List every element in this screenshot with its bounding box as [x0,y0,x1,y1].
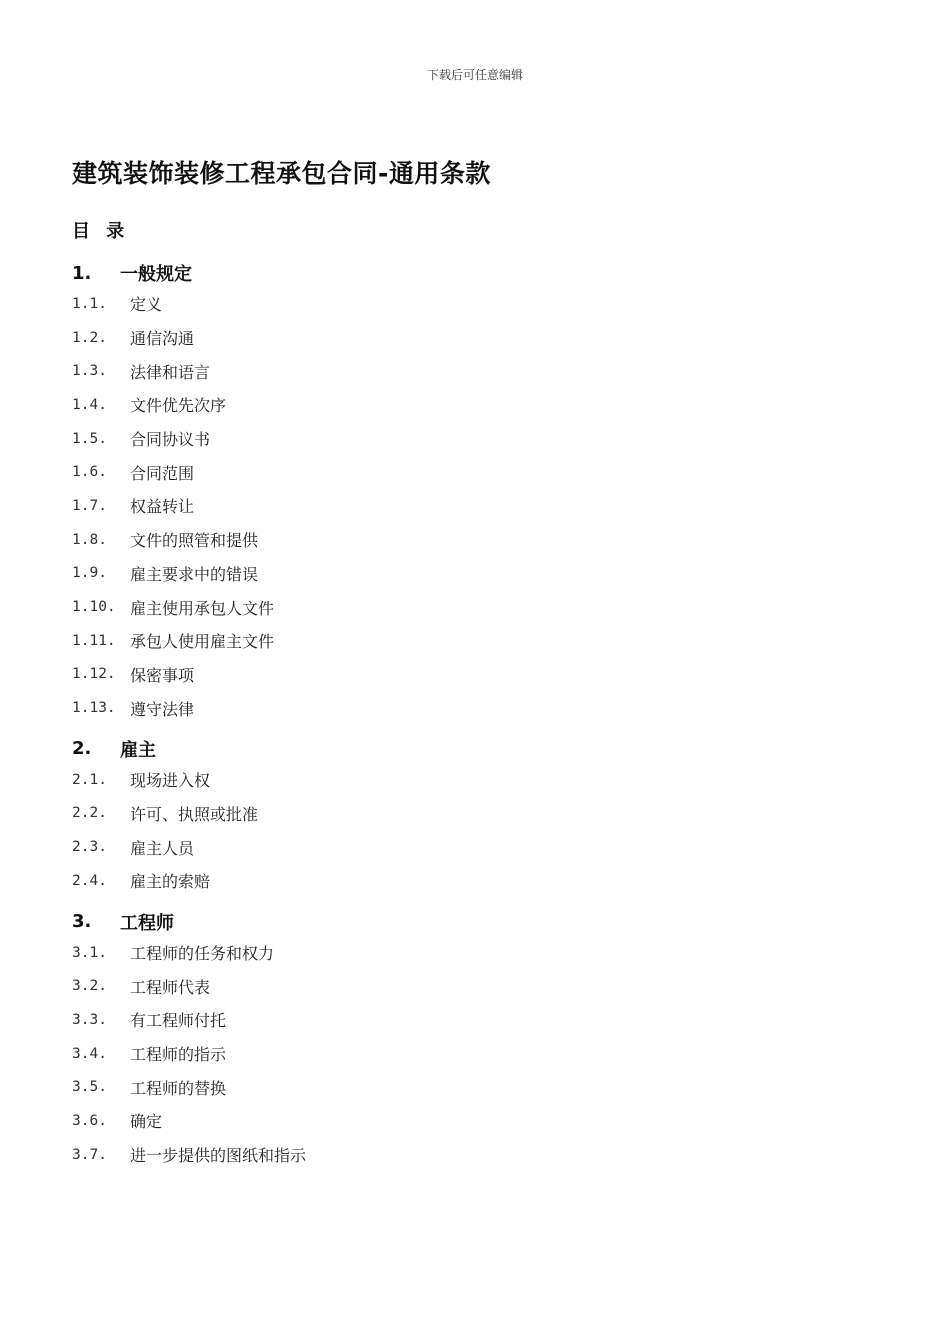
toc-entry-number: 1.12. [72,666,116,683]
toc-entry[interactable] [72,489,872,523]
toc-entry-label: 许可、执照或批准 [130,804,259,824]
toc-entry-number: 1.5. [72,430,107,447]
toc-entry[interactable] [72,624,872,658]
toc-entry-label: 通信沟通 [130,329,195,349]
toc-entry-label: 工程师的替换 [130,1078,227,1098]
toc-entry[interactable] [72,936,872,970]
toc-entry-label: 工程师代表 [130,977,211,997]
toc-entry-label: 合同协议书 [130,430,211,450]
toc-section-title[interactable] [72,908,872,936]
toc-entry[interactable] [72,523,872,557]
toc-entry[interactable] [72,1037,872,1071]
toc-entry-label: 定义 [130,295,163,315]
toc-entry[interactable] [72,422,872,456]
toc-entry[interactable] [72,354,872,388]
toc-entry-label: 雇主要求中的错误 [130,564,259,584]
toc-entry[interactable] [72,1138,872,1172]
toc-entry-label: 文件优先次序 [130,396,227,416]
toc-section-label: 雇主 [120,739,156,761]
toc-entry-label: 有工程师付托 [130,1011,227,1031]
toc-entry[interactable] [72,287,872,321]
toc-entry-number: 1.9. [72,565,107,582]
toc-entry[interactable] [72,1003,872,1037]
toc-entry[interactable] [72,321,872,355]
toc-entry[interactable] [72,1070,872,1104]
toc-entry[interactable] [72,455,872,489]
toc-entry-number: 1.11. [72,632,116,649]
document-title: 建筑装饰装修工程承包合同-通用条款 [72,159,491,188]
toc-entry-number: 3.2. [72,978,107,995]
toc-section-title[interactable] [72,735,872,763]
toc-entry[interactable] [72,557,872,591]
toc-section [72,259,872,725]
toc-section-number: 2. [72,738,92,760]
toc-entry-label: 雇主的索赔 [130,872,211,892]
table-of-contents [72,259,872,1172]
toc-entry-number: 1.2. [72,329,107,346]
toc-entry[interactable] [72,797,872,831]
toc-entry-label: 权益转让 [130,497,195,517]
toc-entry-number: 1.7. [72,497,107,514]
toc-entry-number: 2.3. [72,839,107,856]
toc-section [72,908,872,1172]
toc-entry-label: 文件的照管和提供 [130,531,259,551]
toc-entry-number: 1.8. [72,531,107,548]
toc-entry-number: 2.4. [72,872,107,889]
toc-section-label: 工程师 [120,912,174,934]
toc-section-number: 1. [72,262,92,284]
toc-entry-label: 保密事项 [130,665,195,685]
toc-entry-number: 3.3. [72,1011,107,1028]
toc-entry-number: 1.6. [72,464,107,481]
toc-section [72,735,872,898]
toc-entry-label: 合同范围 [130,463,195,483]
toc-entry-label: 法律和语言 [130,362,211,382]
toc-entry[interactable] [72,763,872,797]
toc-heading: 目 录 [72,221,125,242]
toc-entry[interactable] [72,864,872,898]
toc-entry[interactable] [72,388,872,422]
toc-entry-label: 工程师的任务和权力 [130,944,275,964]
toc-entry-number: 3.5. [72,1079,107,1096]
toc-entry-number: 3.4. [72,1045,107,1062]
toc-entry[interactable] [72,590,872,624]
toc-entry-number: 1.13. [72,700,116,717]
toc-entry-label: 雇主使用承包人文件 [130,598,275,618]
toc-entry-label: 现场进入权 [130,771,211,791]
toc-section-number: 3. [72,911,92,933]
toc-entry-number: 2.1. [72,771,107,788]
toc-entry[interactable] [72,1104,872,1138]
toc-section-label: 一般规定 [120,264,192,285]
toc-entry-label: 确定 [130,1112,163,1132]
toc-entry-label: 雇主人员 [130,838,195,858]
toc-entry[interactable] [72,691,872,725]
toc-entry[interactable] [72,830,872,864]
toc-entry[interactable] [72,658,872,692]
toc-entry-label: 承包人使用雇主文件 [130,632,275,652]
toc-entry-number: 3.7. [72,1146,107,1163]
toc-entry-label: 进一步提供的图纸和指示 [130,1146,307,1166]
toc-entry-label: 工程师的指示 [130,1045,227,1065]
toc-entry-number: 3.6. [72,1112,107,1129]
toc-entry-number: 1.4. [72,396,107,413]
toc-entry-number: 1.1. [72,295,107,312]
header-note: 下载后可任意编辑 [426,68,523,82]
toc-entry-number: 3.1. [72,944,107,961]
toc-section-title[interactable] [72,259,872,287]
toc-entry-label: 遵守法律 [130,699,195,719]
toc-entry[interactable] [72,969,872,1003]
toc-entry-number: 2.2. [72,805,107,822]
toc-entry-number: 1.3. [72,363,107,380]
toc-entry-number: 1.10. [72,599,116,616]
